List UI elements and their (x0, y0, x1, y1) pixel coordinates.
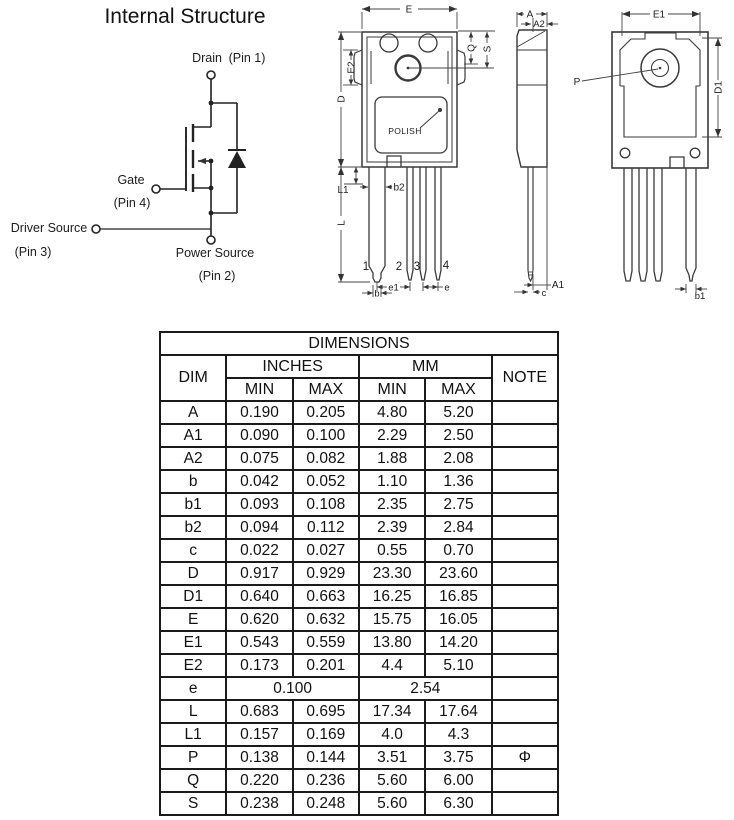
gate-label: Gate (117, 173, 145, 187)
power-source-pin-label: (Pin 2) (198, 269, 236, 283)
internal-structure-diagram (11, 51, 266, 283)
mm-min-cell: 17.34 (359, 700, 425, 723)
mm-max-cell: 1.36 (425, 470, 491, 493)
mm-max-cell: 5.20 (425, 401, 491, 424)
side-dimension-lines (514, 9, 558, 292)
dim-label-b: b (374, 288, 380, 300)
inches-max-cell: 0.144 (293, 746, 359, 769)
inches-min-cell: 0.683 (226, 700, 292, 723)
mm-max-cell: 2.50 (425, 424, 491, 447)
inches-max-cell: 0.100 (293, 424, 359, 447)
driver-source-terminal (92, 225, 100, 233)
pin-number-2: 2 (395, 261, 403, 273)
table-row (160, 654, 558, 677)
mm-max-cell: 23.60 (425, 562, 491, 585)
inches-min-cell: 0.917 (226, 562, 292, 585)
note-cell (492, 424, 558, 447)
header-mm-max: MAX (425, 378, 491, 401)
dim-label-E1: E1 (652, 9, 666, 21)
inches-max-cell: 0.236 (293, 769, 359, 792)
inches-min-cell: 0.022 (226, 539, 292, 562)
inches-min-cell: 0.157 (226, 723, 292, 746)
table-row (160, 792, 558, 815)
circuit-labels (11, 51, 266, 283)
inches-max-cell: 0.082 (293, 447, 359, 470)
mosfet-symbol (186, 124, 211, 192)
dim-cell: L (160, 700, 226, 723)
drain-label: Drain (192, 51, 222, 65)
note-cell (492, 562, 558, 585)
inches-min-cell: 0.220 (226, 769, 292, 792)
mm-min-cell: 2.39 (359, 516, 425, 539)
front-lead-1 (369, 167, 385, 282)
table-row (160, 585, 558, 608)
drain-terminal (207, 71, 215, 79)
note-cell (492, 769, 558, 792)
back-lead-2 (654, 168, 662, 281)
dim-label-D: D (336, 95, 348, 103)
dim-cell: b2 (160, 516, 226, 539)
mm-max-cell: 6.30 (425, 792, 491, 815)
mm-max-cell: 14.20 (425, 631, 491, 654)
header-inches: INCHES (226, 355, 359, 378)
power-source-label: Power Source (175, 246, 255, 260)
inches-merged-cell: 0.100 (226, 677, 359, 700)
pin-number-4: 4 (442, 260, 450, 272)
mm-min-cell: 5.60 (359, 792, 425, 815)
dimensions-table-body (160, 401, 558, 815)
header-dim: DIM (160, 355, 226, 401)
power-source-terminal (207, 236, 215, 244)
pin-numbers (363, 260, 450, 273)
table-row (160, 723, 558, 746)
inches-min-cell: 0.090 (226, 424, 292, 447)
dimensions-table (159, 331, 559, 816)
table-row (160, 608, 558, 631)
back-lead-3 (639, 168, 647, 281)
note-cell: Φ (492, 746, 558, 769)
inches-max-cell: 0.663 (293, 585, 359, 608)
table-row (160, 746, 558, 769)
note-cell (492, 792, 558, 815)
mm-max-cell: 2.75 (425, 493, 491, 516)
inches-min-cell: 0.173 (226, 654, 292, 677)
inches-max-cell: 0.027 (293, 539, 359, 562)
front-lead-3 (420, 167, 426, 280)
mm-min-cell: 5.60 (359, 769, 425, 792)
back-hole-right (690, 148, 700, 158)
mm-max-cell: 4.3 (425, 723, 491, 746)
pin-number-1: 1 (362, 261, 370, 273)
dim-label-A2: A2 (533, 19, 545, 30)
inches-max-cell: 0.169 (293, 723, 359, 746)
mm-min-cell: 2.35 (359, 493, 425, 516)
dim-label-E: E (405, 4, 413, 16)
dim-label-c: c (541, 288, 547, 299)
inches-max-cell: 0.052 (293, 470, 359, 493)
mm-min-cell: 16.25 (359, 585, 425, 608)
inches-min-cell: 0.075 (226, 447, 292, 470)
table-row (160, 677, 558, 700)
table-title: DIMENSIONS (160, 332, 558, 355)
note-cell (492, 493, 558, 516)
mm-max-cell: 17.64 (425, 700, 491, 723)
note-cell (492, 700, 558, 723)
driver-source-pin-label: (Pin 3) (14, 245, 52, 259)
table-row (160, 700, 558, 723)
mm-max-cell: 5.10 (425, 654, 491, 677)
mm-min-cell: 13.80 (359, 631, 425, 654)
back-hole-left (620, 148, 630, 158)
dim-label-L1: L1 (337, 185, 349, 196)
mm-max-cell: 6.00 (425, 769, 491, 792)
table-row (160, 401, 558, 424)
mm-min-cell: 15.75 (359, 608, 425, 631)
dim-label-L: L (336, 220, 348, 226)
note-cell (492, 608, 558, 631)
mm-max-cell: 16.05 (425, 608, 491, 631)
dim-cell: L1 (160, 723, 226, 746)
inches-max-cell: 0.112 (293, 516, 359, 539)
inches-max-cell: 0.201 (293, 654, 359, 677)
table-row (160, 769, 558, 792)
inches-max-cell: 0.205 (293, 401, 359, 424)
body-diode (228, 151, 246, 168)
note-cell (492, 539, 558, 562)
table-row (160, 470, 558, 493)
side-body-outline (517, 30, 547, 167)
back-lead-1 (686, 168, 696, 281)
header-note: NOTE (492, 355, 558, 401)
gate-pin-label: (Pin 4) (113, 196, 151, 210)
dim-cell: D (160, 562, 226, 585)
inches-max-cell: 0.929 (293, 562, 359, 585)
mm-min-cell: 1.10 (359, 470, 425, 493)
side-dimension-labels (527, 10, 565, 300)
dim-cell: E2 (160, 654, 226, 677)
mm-merged-cell: 2.54 (359, 677, 492, 700)
dim-label-Q: Q (466, 44, 478, 52)
table-row (160, 493, 558, 516)
header-inches-min: MIN (226, 378, 292, 401)
front-lead-4 (435, 167, 441, 280)
dim-cell: e (160, 677, 226, 700)
table-row (160, 631, 558, 654)
mm-max-cell: 2.84 (425, 516, 491, 539)
inches-min-cell: 0.094 (226, 516, 292, 539)
inches-max-cell: 0.695 (293, 700, 359, 723)
dim-cell: b (160, 470, 226, 493)
dim-cell: b1 (160, 493, 226, 516)
dim-cell: Q (160, 769, 226, 792)
inches-min-cell: 0.138 (226, 746, 292, 769)
mm-min-cell: 3.51 (359, 746, 425, 769)
mm-min-cell: 23.30 (359, 562, 425, 585)
inches-min-cell: 0.238 (226, 792, 292, 815)
inches-min-cell: 0.042 (226, 470, 292, 493)
inches-min-cell: 0.620 (226, 608, 292, 631)
inches-min-cell: 0.190 (226, 401, 292, 424)
note-cell (492, 401, 558, 424)
note-cell (492, 677, 558, 700)
polish-area (375, 97, 447, 153)
table-row (160, 424, 558, 447)
note-cell (492, 447, 558, 470)
package-side-view (514, 10, 565, 300)
dim-label-e: e (444, 282, 450, 294)
note-cell (492, 470, 558, 493)
dim-cell: D1 (160, 585, 226, 608)
dim-label-A: A (526, 9, 534, 21)
back-body-outline (612, 32, 708, 168)
drain-pin-label: (Pin 1) (228, 51, 266, 65)
dim-label-E2: E2 (346, 61, 358, 74)
note-cell (492, 516, 558, 539)
internal-structure-title: Internal Structure (104, 5, 266, 28)
package-back-view (574, 10, 725, 303)
table-header-row (160, 355, 558, 378)
inches-max-cell: 0.632 (293, 608, 359, 631)
header-mm: MM (359, 355, 492, 378)
note-cell (492, 654, 558, 677)
table-row (160, 516, 558, 539)
front-lead-2 (407, 167, 413, 280)
note-cell (492, 631, 558, 654)
table-row (160, 447, 558, 470)
dim-label-P: P (573, 77, 581, 88)
driver-source-label: Driver Source (10, 221, 88, 235)
inches-min-cell: 0.640 (226, 585, 292, 608)
dim-label-e1: e1 (388, 282, 399, 294)
dim-cell: E1 (160, 631, 226, 654)
dim-cell: A (160, 401, 226, 424)
dim-label-b1: b1 (694, 291, 706, 302)
pin-number-3: 3 (413, 261, 421, 273)
header-inches-max: MAX (293, 378, 359, 401)
header-mm-min: MIN (359, 378, 425, 401)
mm-min-cell: 4.80 (359, 401, 425, 424)
front-dimension-labels (337, 5, 494, 300)
gate-terminal (152, 185, 160, 193)
dim-cell: A1 (160, 424, 226, 447)
inches-max-cell: 0.248 (293, 792, 359, 815)
inches-max-cell: 0.108 (293, 493, 359, 516)
dim-cell: E (160, 608, 226, 631)
dim-label-b2: b2 (393, 182, 405, 194)
dim-label-A1: A1 (551, 280, 565, 291)
mm-min-cell: 0.55 (359, 539, 425, 562)
note-cell (492, 585, 558, 608)
table-row (160, 562, 558, 585)
inches-max-cell: 0.559 (293, 631, 359, 654)
dim-cell: P (160, 746, 226, 769)
table-row (160, 539, 558, 562)
mm-min-cell: 1.88 (359, 447, 425, 470)
mm-max-cell: 16.85 (425, 585, 491, 608)
table-title-row (160, 332, 558, 355)
polish-label: POLISH (388, 126, 422, 136)
mm-min-cell: 2.29 (359, 424, 425, 447)
inches-min-cell: 0.543 (226, 631, 292, 654)
note-cell (492, 723, 558, 746)
mm-max-cell: 3.75 (425, 746, 491, 769)
inches-min-cell: 0.093 (226, 493, 292, 516)
mm-max-cell: 2.08 (425, 447, 491, 470)
package-front-view (337, 5, 496, 300)
dim-cell: A2 (160, 447, 226, 470)
back-dimension-lines (582, 9, 722, 293)
mm-max-cell: 0.70 (425, 539, 491, 562)
dim-cell: S (160, 792, 226, 815)
dim-label-S: S (482, 45, 494, 53)
back-lead-4 (624, 168, 632, 281)
dim-cell: c (160, 539, 226, 562)
mm-min-cell: 4.0 (359, 723, 425, 746)
mm-min-cell: 4.4 (359, 654, 425, 677)
technical-drawings (0, 0, 734, 330)
dim-label-D1: D1 (713, 81, 725, 94)
